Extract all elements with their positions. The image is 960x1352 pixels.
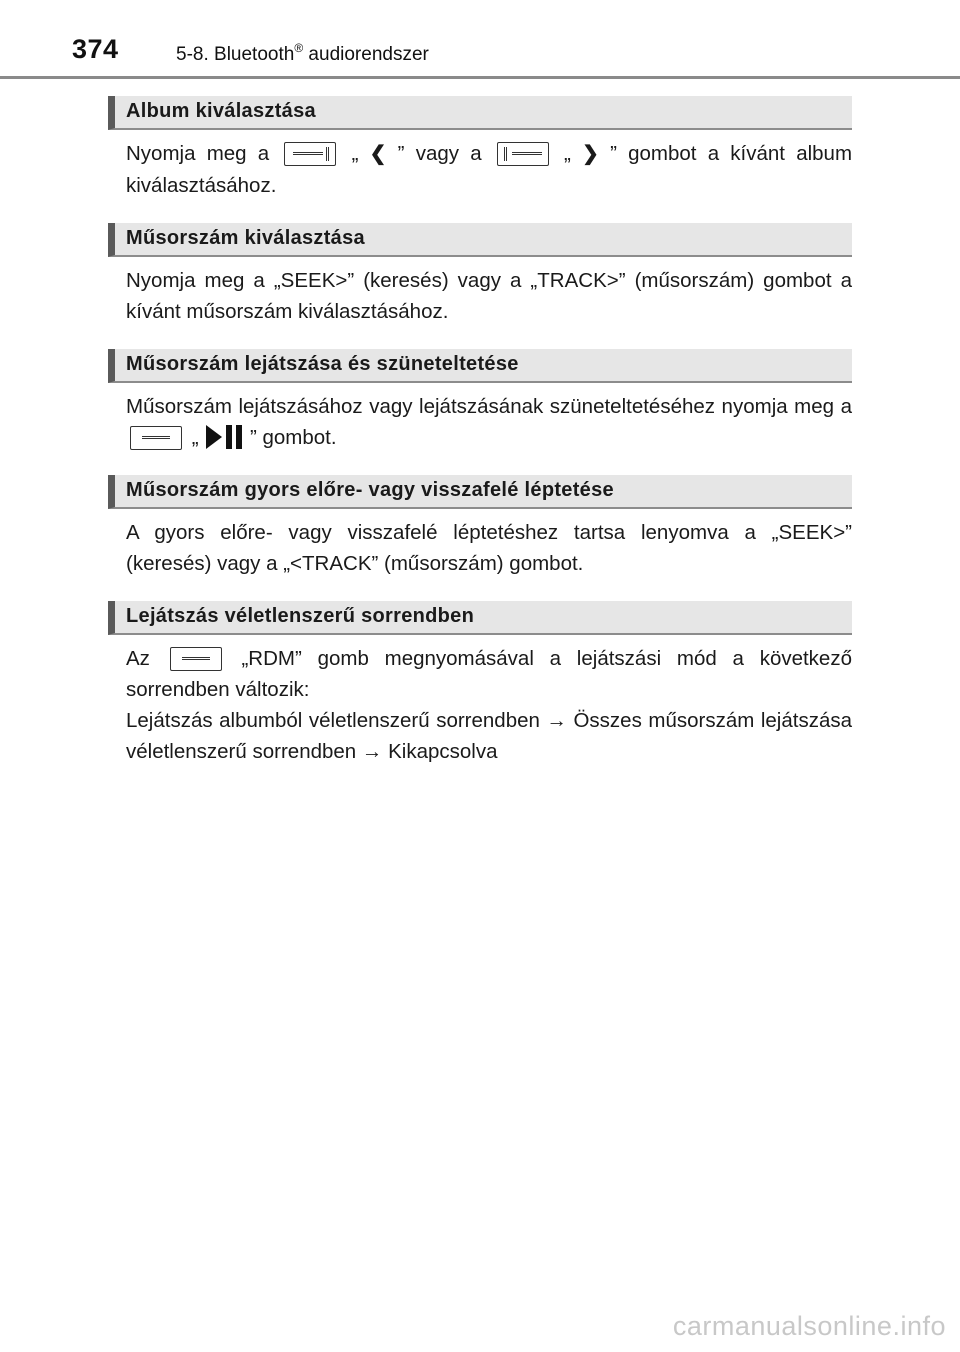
chapter-suffix: audiorendszer — [303, 44, 429, 65]
section-heading-text: Műsorszám kiválasztása — [126, 227, 365, 249]
section-heading — [108, 349, 852, 383]
steering-switch-icon — [284, 142, 336, 166]
section-album-select — [108, 96, 852, 201]
body-text: „ — [564, 142, 571, 165]
registered-mark: ® — [294, 41, 304, 55]
steering-switch-icon — [497, 142, 549, 166]
section-heading — [108, 96, 852, 130]
section-fast-forward — [108, 475, 852, 579]
section-play-pause — [108, 349, 852, 453]
chevron-left-icon: ❮ — [369, 143, 387, 165]
section-body — [126, 138, 852, 201]
section-heading — [108, 601, 852, 635]
section-body: A gyors előre- vagy visszafelé léptetéshez tartsa lenyomva a „SEEK>” (keresés) vagy a „<TRACK” (műsorszám) gombot. — [126, 521, 852, 575]
section-body — [126, 391, 852, 453]
body-text: ” vagy a — [397, 142, 482, 165]
page-header — [0, 0, 960, 78]
section-heading-text: Műsorszám gyors előre- vagy visszafelé léptetése — [126, 479, 614, 501]
section-heading — [108, 475, 852, 509]
section-heading-text: Lejátszás véletlenszerű sorrendben — [126, 605, 475, 627]
body-text: Az — [126, 647, 150, 670]
body-text: Nyomja meg a — [126, 142, 270, 165]
section-body: Nyomja meg a „SEEK>” (keresés) vagy a „TRACK>” (műsorszám) gombot a kívánt műsorszám kiválasztásához. — [126, 269, 852, 323]
body-text: ” gombot. — [249, 426, 337, 449]
steering-switch-icon — [130, 426, 182, 450]
body-text: „ — [351, 142, 359, 165]
section-heading — [108, 223, 852, 257]
section-body-sequence: Lejátszás albumból véletlenszerű sorrendben → Összes műsorszám lejátszása véletlenszerű sorrendben → Kikapcsolva — [126, 709, 852, 763]
header-rule — [0, 76, 960, 79]
body-text: „ — [191, 426, 199, 449]
page-content — [108, 96, 852, 789]
section-heading-text: Műsorszám lejátszása és szüneteltetése — [126, 353, 519, 375]
body-text: „RDM” gomb megnyomásával a lejátszási mód a következő sorrendben változik: — [126, 647, 852, 701]
section-random-play — [108, 601, 852, 767]
chevron-right-icon: ❯ — [582, 143, 599, 165]
steering-switch-icon — [170, 647, 222, 671]
section-track-select — [108, 223, 852, 327]
section-heading-text: Album kiválasztása — [126, 100, 316, 122]
watermark: carmanualsonline.info — [672, 1311, 946, 1341]
play-pause-icon — [206, 425, 242, 449]
page-number: 374 — [72, 34, 119, 64]
chapter-title — [176, 41, 429, 66]
body-text: Műsorszám lejátszásához vagy lejátszásának szüneteltetéséhez nyomja meg a — [126, 395, 852, 418]
body-text: ” gombot a kívánt album kiválasztásához. — [126, 142, 853, 197]
chapter-prefix: 5-8. Bluetooth — [176, 44, 295, 65]
section-body — [126, 643, 852, 705]
